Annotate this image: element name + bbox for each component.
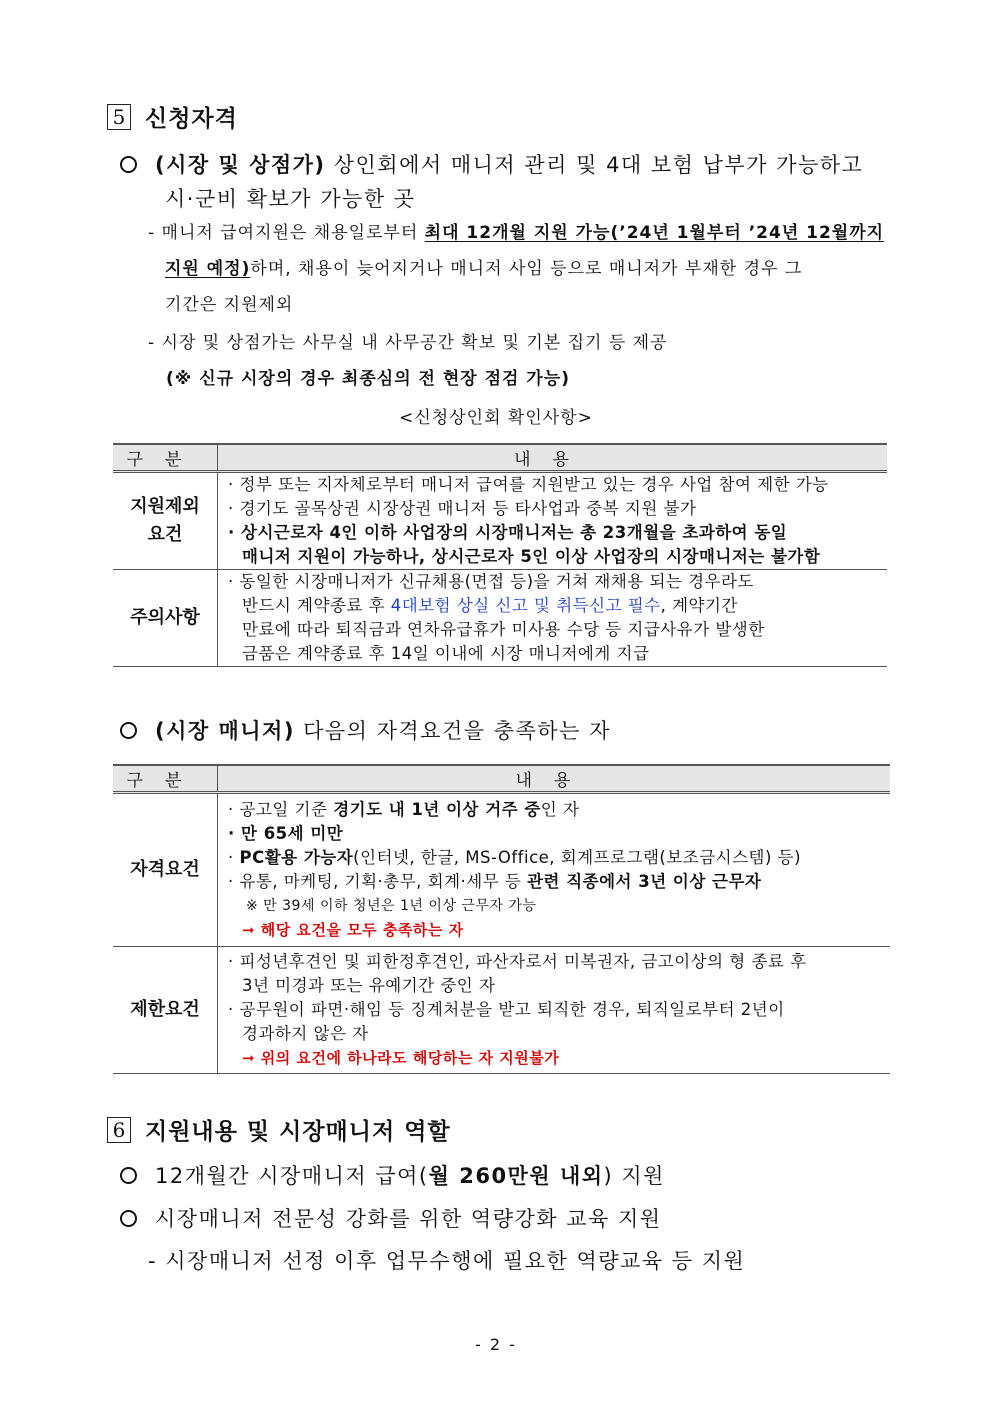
section-number-box: 5 xyxy=(107,104,131,130)
page-number: - 2 - xyxy=(475,1335,517,1354)
row-content-qualification xyxy=(218,793,891,947)
content-line: · 상시근로자 4인 이하 사업장의 시장매니저는 총 23개월을 초과하여 동일 xyxy=(228,523,788,542)
circle-bullet-icon xyxy=(120,156,137,173)
support-bullet-salary xyxy=(120,1161,665,1191)
bullet-label: (시장 매니저) xyxy=(155,719,295,743)
col-header-content: 내용 xyxy=(218,765,891,793)
row-label-caution: 주의사항 xyxy=(113,570,218,667)
col-header-category: 구분 xyxy=(113,444,218,472)
table-row xyxy=(113,472,887,570)
bullet-text: 다음의 자격요건을 충족하는 자 xyxy=(294,719,611,743)
content-line: 만료에 따라 퇴직금과 연차유급휴가 미사용 수당 등 지급사유가 발생한 xyxy=(242,620,765,639)
row-label-qualification: 자격요건 xyxy=(113,793,218,947)
dash-item-salary xyxy=(148,216,884,251)
content-text: (인터넷, 한글, MS-Office, 회계프로그램(보조금시스템) 등) xyxy=(353,848,802,867)
dash-emphasis-cont: 지원 예정) xyxy=(165,259,251,279)
row-content-restriction xyxy=(218,947,891,1074)
manager-qualification-table xyxy=(113,764,890,1074)
content-line: · 공무원이 파면·해임 등 징계처분을 받고 퇴직한 경우, 퇴직일로부터 2년이 xyxy=(228,1000,785,1019)
content-bold: PC활용 가능자 xyxy=(239,848,354,867)
content-line: · 정부 또는 지자체로부터 매니저 급여를 지원받고 있는 경우 사업 참여 제한 가능 xyxy=(228,475,829,494)
content-line: · 동일한 시장매니저가 신규채용(면접 등)을 거쳐 재채용 되는 경우라도 xyxy=(228,572,754,591)
row-content-caution xyxy=(218,570,888,667)
dash-item-office-note: (※ 신규 시장의 경우 최종심의 전 현장 점검 가능) xyxy=(166,369,571,389)
row-label-restriction: 제한요건 xyxy=(113,947,218,1074)
table-caption: <신청상인회 확인사항> xyxy=(399,408,593,428)
content-arrow-restriction: ➞ 위의 요건에 하나라도 해당하는 자 지원불가 xyxy=(242,1049,560,1067)
content-highlight-blue: 4대보험 상실 신고 및 취득신고 필수 xyxy=(390,596,661,615)
section-6-heading xyxy=(107,1113,451,1146)
circle-bullet-icon xyxy=(120,722,137,739)
manager-bullet xyxy=(120,716,611,746)
bullet-text: 12개월간 시장매니저 급여( xyxy=(155,1164,429,1188)
row-label-exclusion xyxy=(113,472,218,570)
content-note: ※ 만 39세 이하 청년은 1년 이상 근무자 가능 xyxy=(246,898,537,914)
dash-text: - 매니저 급여지원은 채용일로부터 xyxy=(148,223,425,243)
content-text: , 계약기간 xyxy=(660,596,738,615)
content-line: 3년 미경과 또는 유예기간 중인 자 xyxy=(242,976,496,995)
bullet-continuation: 시·군비 확보가 가능한 곳 xyxy=(165,187,416,211)
content-line: 금품은 계약종료 후 14일 이내에 시장 매니저에게 지급 xyxy=(242,644,650,663)
table-row xyxy=(113,947,890,1074)
content-bold: 경기도 내 1년 이상 거주 중 xyxy=(333,800,541,819)
bullet-bold: 월 260만원 내외 xyxy=(428,1164,604,1188)
dash-item-salary-line2 xyxy=(165,252,802,287)
circle-bullet-icon xyxy=(120,1210,137,1227)
col-header-category: 구분 xyxy=(113,765,218,793)
row-content-exclusion xyxy=(218,472,888,570)
content-line xyxy=(218,594,887,618)
section-title: 신청자격 xyxy=(145,106,238,132)
content-line xyxy=(218,846,890,870)
content-text: 인 자 xyxy=(540,800,580,819)
dash-emphasis: 최대 12개월 지원 가능(’24년 1월부터 ’24년 12월까지 xyxy=(424,223,885,243)
content-text: 반드시 계약종료 후 xyxy=(242,596,391,615)
content-arrow-requirement: ➞ 해당 요건을 모두 충족하는 자 xyxy=(242,921,464,939)
row-label-text: 지원제외 요건 xyxy=(130,496,200,545)
section-number-box: 6 xyxy=(107,1117,131,1143)
content-line: · 만 65세 미만 xyxy=(228,824,344,843)
content-bold: 관련 직종에서 3년 이상 근무자 xyxy=(527,872,762,891)
section-title: 지원내용 및 시장매니저 역할 xyxy=(145,1119,451,1145)
content-text: · 유통, 마케팅, 기획·총무, 회계·세무 등 xyxy=(228,872,528,891)
support-dash-training: - 시장매니저 선정 이후 업무수행에 필요한 역량교육 등 지원 xyxy=(148,1249,746,1273)
bullet-text: 상인회에서 매니저 관리 및 4대 보험 납부가 가능하고 xyxy=(325,153,864,177)
content-text: · xyxy=(228,848,240,867)
content-text: · 공고일 기준 xyxy=(228,800,334,819)
content-line xyxy=(218,798,890,822)
table-row xyxy=(113,793,890,947)
dash-item-salary-line3: 기간은 지원제외 xyxy=(165,295,294,315)
bullet-label: (시장 및 상점가) xyxy=(155,153,326,177)
market-check-table xyxy=(113,443,887,667)
content-line: · 피성년후견인 및 피한정후견인, 파산자로서 미복권자, 금고이상의 형 종료 후 xyxy=(228,952,807,971)
support-bullet-training xyxy=(120,1204,662,1234)
table-row xyxy=(113,570,887,667)
dash-item-office: - 시장 및 상점가는 사무실 내 사무공간 확보 및 기본 집기 등 제공 xyxy=(148,333,668,353)
dash-text-cont: 하며, 채용이 늦어지거나 매니저 사임 등으로 매니저가 부재한 경우 그 xyxy=(250,259,803,279)
circle-bullet-icon xyxy=(120,1167,137,1184)
market-bullet xyxy=(120,150,920,180)
bullet-text: ) 지원 xyxy=(603,1164,665,1188)
col-header-content: 내용 xyxy=(218,444,888,472)
content-line: · 경기도 골목상권 시장상권 매니저 등 타사업과 중복 지원 불가 xyxy=(228,499,697,518)
section-5-heading xyxy=(107,100,238,133)
content-line xyxy=(218,870,890,894)
content-line: 경과하지 않은 자 xyxy=(242,1024,369,1043)
bullet-text: 시장매니저 전문성 강화를 위한 역량강화 교육 지원 xyxy=(155,1207,662,1231)
content-line: 매니저 지원이 가능하나, 상시근로자 5인 이상 사업장의 시장매니저는 불가함 xyxy=(242,547,821,566)
